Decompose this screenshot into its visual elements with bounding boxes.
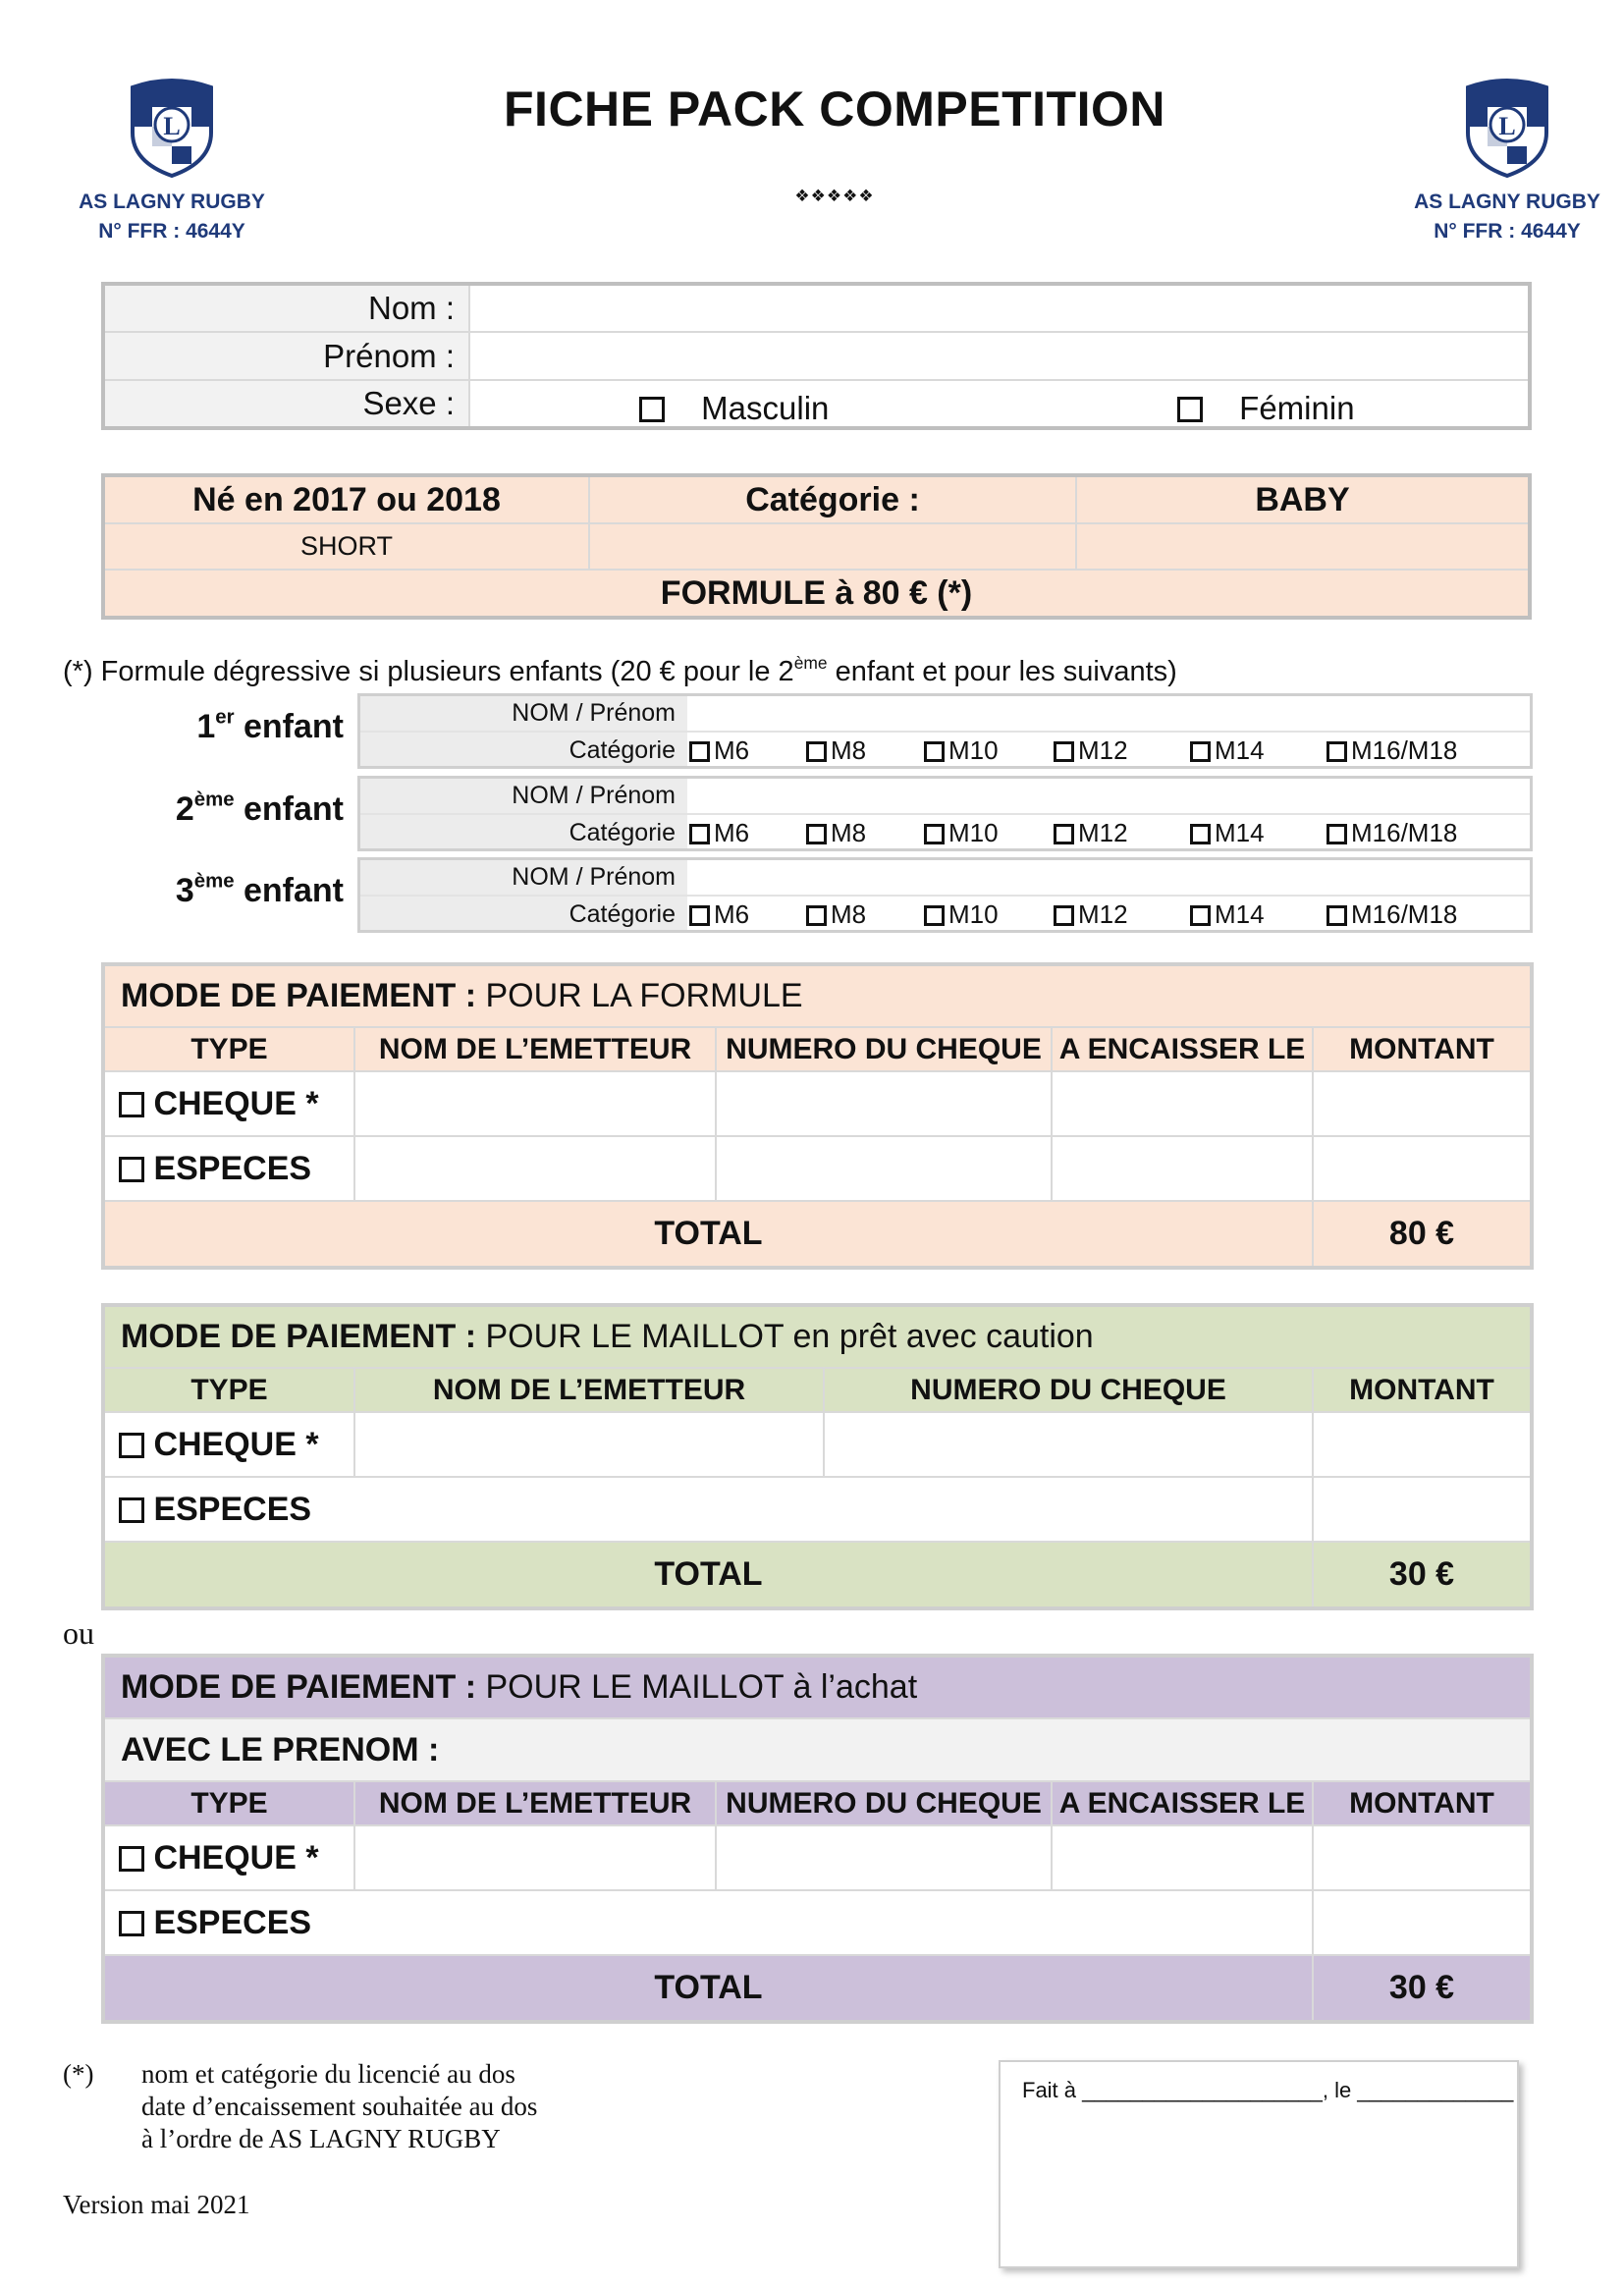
svg-text:L: L — [1498, 112, 1516, 140]
col-numero-cheque: NUMERO DU CHEQUE — [824, 1368, 1313, 1412]
identity-table — [101, 282, 1532, 430]
page-title: FICHE PACK COMPETITION — [504, 82, 1165, 136]
col-numero-cheque: NUMERO DU CHEQUE — [716, 1027, 1052, 1071]
total-value: 30 € — [1313, 1542, 1532, 1608]
payment-maillot-pret-title: MODE DE PAIEMENT : POUR LE MAILLOT en prêt avec caution — [103, 1305, 1532, 1368]
child-category-label: Catégorie — [568, 900, 676, 928]
cheque-option[interactable]: CHEQUE * — [103, 1825, 354, 1890]
category-checkbox[interactable] — [1190, 905, 1211, 926]
category-option-m8[interactable]: M8 — [806, 735, 866, 766]
col-montant: MONTANT — [1313, 1781, 1532, 1825]
total-value: 30 € — [1313, 1955, 1532, 2022]
club-header-right — [1409, 74, 1605, 246]
montant-field[interactable] — [1313, 1825, 1532, 1890]
child-name-label: NOM / Prénom — [512, 863, 676, 891]
club-logo-icon — [123, 74, 221, 180]
child-name-label: NOM / Prénom — [512, 699, 676, 727]
category-checkbox[interactable] — [806, 824, 827, 844]
formule-price: FORMULE à 80 € (*) — [103, 570, 1530, 618]
especes-checkbox[interactable] — [119, 1497, 144, 1523]
category-option-m12[interactable]: M12 — [1054, 818, 1128, 848]
feminin-label: Féminin — [1239, 390, 1355, 426]
version-label: Version mai 2021 — [63, 2190, 250, 2219]
montant-field[interactable] — [1313, 1136, 1532, 1201]
total-label: TOTAL — [103, 1201, 1313, 1268]
category-checkbox[interactable] — [689, 741, 710, 762]
category-checkbox[interactable] — [689, 824, 710, 844]
category-checkbox[interactable] — [924, 905, 945, 926]
category-label: Catégorie : — [589, 475, 1076, 523]
especes-checkbox[interactable] — [119, 1911, 144, 1936]
montant-field[interactable] — [1313, 1477, 1532, 1542]
numero-cheque-field[interactable] — [716, 1071, 1052, 1136]
col-emetteur: NOM DE L’EMETTEUR — [354, 1027, 716, 1071]
footer-line: nom et catégorie du licencié au dos — [141, 2059, 515, 2089]
especes-checkbox[interactable] — [119, 1157, 144, 1182]
cheque-option[interactable]: CHEQUE * — [103, 1071, 354, 1136]
club-name: AS LAGNY RUGBY — [1414, 190, 1600, 213]
payment-maillot-achat-title: MODE DE PAIEMENT : POUR LE MAILLOT à l’achat — [103, 1656, 1532, 1718]
signature-box[interactable] — [999, 2060, 1519, 2268]
sexe-options — [469, 380, 1530, 428]
masculin-checkbox[interactable] — [639, 397, 665, 422]
category-checkbox[interactable] — [689, 905, 710, 926]
category-option-m6[interactable]: M6 — [689, 818, 749, 848]
cheque-checkbox[interactable] — [119, 1846, 144, 1872]
category-option-m6[interactable]: M6 — [689, 735, 749, 766]
category-option-m16-m18[interactable]: M16/M18 — [1326, 818, 1457, 848]
category-option-m10[interactable]: M10 — [924, 899, 999, 930]
masculin-label: Masculin — [701, 390, 830, 426]
payment-maillot-achat-table — [101, 1654, 1534, 2024]
category-empty-cell — [589, 523, 1076, 570]
feminin-checkbox[interactable] — [1177, 397, 1203, 422]
category-checkbox[interactable] — [924, 824, 945, 844]
category-option-m8[interactable]: M8 — [806, 899, 866, 930]
col-encaisser-le: A ENCAISSER LE — [1052, 1781, 1313, 1825]
child-name-label: NOM / Prénom — [512, 782, 676, 809]
col-montant: MONTANT — [1313, 1368, 1532, 1412]
fait-a-line: Fait à ____________________, le _____________ — [1022, 2078, 1514, 2102]
enfant-label: 1er enfant — [196, 706, 344, 745]
total-label: TOTAL — [103, 1542, 1313, 1608]
category-checkbox[interactable] — [1054, 824, 1074, 844]
category-option-m16-m18[interactable]: M16/M18 — [1326, 735, 1457, 766]
emetteur-field[interactable] — [354, 1825, 716, 1890]
numero-cheque-field[interactable] — [824, 1412, 1313, 1477]
category-option-m12[interactable]: M12 — [1054, 899, 1128, 930]
sexe-label: Sexe : — [103, 380, 469, 428]
category-option-m14[interactable]: M14 — [1190, 899, 1265, 930]
cheque-option[interactable]: CHEQUE * — [103, 1412, 354, 1477]
category-option-m12[interactable]: M12 — [1054, 735, 1128, 766]
category-option-m14[interactable]: M14 — [1190, 818, 1265, 848]
category-checkbox[interactable] — [1190, 824, 1211, 844]
cheque-checkbox[interactable] — [119, 1092, 144, 1117]
category-checkbox[interactable] — [806, 741, 827, 762]
category-table — [101, 473, 1532, 620]
category-checkbox[interactable] — [1326, 905, 1347, 926]
category-option-m10[interactable]: M10 — [924, 818, 999, 848]
col-emetteur: NOM DE L’EMETTEUR — [354, 1368, 824, 1412]
col-encaisser-le: A ENCAISSER LE — [1052, 1027, 1313, 1071]
club-logo-icon — [1458, 74, 1556, 180]
child-entry — [357, 776, 1533, 851]
col-type: TYPE — [103, 1781, 354, 1825]
payment-formule-title: MODE DE PAIEMENT : POUR LA FORMULE — [103, 964, 1532, 1027]
col-numero-cheque: NUMERO DU CHEQUE — [716, 1781, 1052, 1825]
category-checkbox[interactable] — [1190, 741, 1211, 762]
short-label: SHORT — [103, 523, 589, 570]
category-option-m6[interactable]: M6 — [689, 899, 749, 930]
degressive-note: (*) Formule dégressive si plusieurs enfants (20 € pour le 2ème enfant et pour les suivants) — [63, 652, 1177, 687]
club-name: AS LAGNY RUGBY — [79, 190, 265, 213]
montant-field[interactable] — [1313, 1412, 1532, 1477]
category-checkbox[interactable] — [806, 905, 827, 926]
category-option-m8[interactable]: M8 — [806, 818, 866, 848]
category-option-m10[interactable]: M10 — [924, 735, 999, 766]
club-header-left — [74, 74, 270, 246]
col-emetteur: NOM DE L’EMETTEUR — [354, 1781, 716, 1825]
col-montant: MONTANT — [1313, 1027, 1532, 1071]
enfant-label: 2ème enfant — [175, 789, 344, 828]
enfant-label: 3ème enfant — [175, 870, 344, 909]
title-ornament: ❖❖❖❖❖ — [794, 187, 875, 205]
child-entry — [357, 693, 1533, 769]
emetteur-field[interactable] — [354, 1136, 716, 1201]
especes-option[interactable]: ESPECES — [103, 1890, 1313, 1955]
category-option-m14[interactable]: M14 — [1190, 735, 1265, 766]
svg-text:L: L — [163, 112, 181, 140]
category-checkbox[interactable] — [1326, 741, 1347, 762]
montant-field[interactable] — [1313, 1071, 1532, 1136]
total-value: 80 € — [1313, 1201, 1532, 1268]
payment-maillot-pret-table — [101, 1303, 1534, 1610]
nom-field[interactable] — [469, 284, 1530, 332]
club-ffr-number: N° FFR : 4644Y — [98, 220, 245, 243]
encaisser-le-field[interactable] — [1052, 1136, 1313, 1201]
category-option-m16-m18[interactable]: M16/M18 — [1326, 899, 1457, 930]
category-checkbox[interactable] — [924, 741, 945, 762]
child-entry — [357, 857, 1533, 933]
encaisser-le-field[interactable] — [1052, 1071, 1313, 1136]
prenom-label: Prénom : — [103, 332, 469, 380]
prenom-field[interactable] — [469, 332, 1530, 380]
total-label: TOTAL — [103, 1955, 1313, 2022]
birth-year: Né en 2017 ou 2018 — [103, 475, 589, 523]
category-checkbox[interactable] — [1054, 905, 1074, 926]
category-value: BABY — [1076, 475, 1530, 523]
child-category-label: Catégorie — [568, 736, 676, 764]
footer-line: à l’ordre de AS LAGNY RUGBY — [141, 2124, 501, 2153]
footer-line: date d’encaissement souhaitée au dos — [141, 2092, 538, 2121]
nom-label: Nom : — [103, 284, 469, 332]
especes-option[interactable]: ESPECES — [103, 1136, 354, 1201]
col-type: TYPE — [103, 1027, 354, 1071]
col-type: TYPE — [103, 1368, 354, 1412]
numero-cheque-field[interactable] — [716, 1825, 1052, 1890]
or-separator: ou — [63, 1615, 94, 1651]
payment-formule-table — [101, 962, 1534, 1270]
montant-field[interactable] — [1313, 1890, 1532, 1955]
encaisser-le-field[interactable] — [1052, 1825, 1313, 1890]
child-category-label: Catégorie — [568, 819, 676, 846]
cheque-checkbox[interactable] — [119, 1433, 144, 1458]
category-empty-cell — [1076, 523, 1530, 570]
footer-mark: (*) — [63, 2059, 94, 2089]
club-ffr-number: N° FFR : 4644Y — [1434, 220, 1581, 243]
especes-option[interactable]: ESPECES — [103, 1477, 1313, 1542]
numero-cheque-field[interactable] — [716, 1136, 1052, 1201]
category-checkbox[interactable] — [1326, 824, 1347, 844]
emetteur-field[interactable] — [354, 1071, 716, 1136]
emetteur-field[interactable] — [354, 1412, 824, 1477]
category-checkbox[interactable] — [1054, 741, 1074, 762]
avec-prenom-label: AVEC LE PRENOM : — [103, 1718, 1532, 1781]
